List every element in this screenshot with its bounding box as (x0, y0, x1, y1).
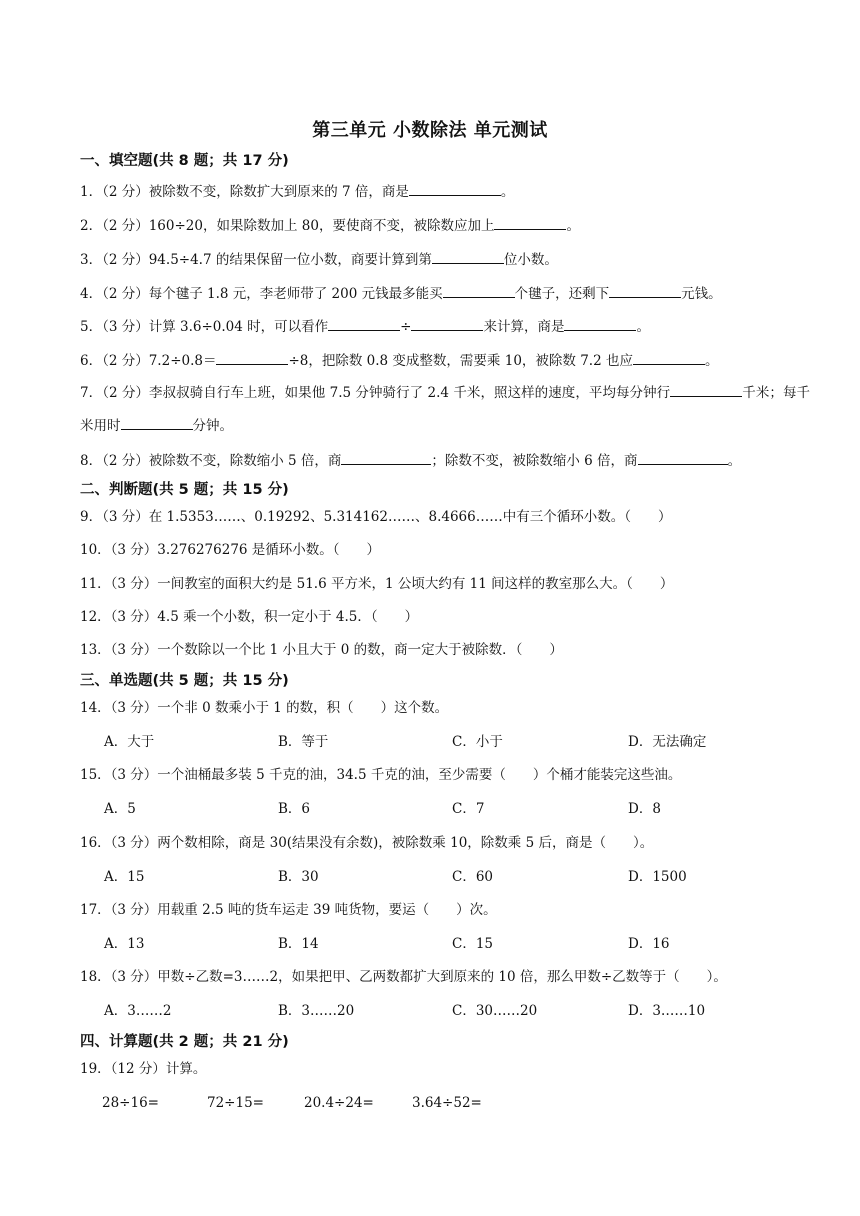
option-a[interactable]: A．3……2 (104, 1003, 172, 1019)
question-9: 9．（3 分）在 1.5353……、0.19292、5.314162……、8.4666……中有三个循环小数。（ ） (80, 509, 672, 525)
answer-blank[interactable] (564, 316, 636, 331)
option-b[interactable]: B．3……20 (278, 1003, 355, 1019)
question-1: 1．（2 分）被除数不变，除数扩大到原来的 7 倍，商是 。 (80, 181, 514, 202)
answer-blank[interactable] (411, 316, 483, 331)
answer-blank[interactable] (409, 181, 501, 196)
option-c[interactable]: C．30……20 (452, 1003, 538, 1019)
option-b[interactable]: B．30 (278, 869, 319, 885)
option-b[interactable]: B．6 (278, 801, 311, 817)
option-b[interactable]: B．等于 (278, 734, 329, 750)
option-d[interactable]: D．1500 (628, 869, 687, 885)
question-6: 6．（2 分）7.2÷0.8＝ ÷8，把除数 0.8 变成整数，需要乘 10，被除数 7.2 也应 。 (80, 350, 718, 371)
section-heading-calculation: 四、计算题(共 2 题；共 21 分) (80, 1034, 289, 1050)
answer-blank[interactable] (443, 283, 515, 298)
option-a[interactable]: A．15 (104, 869, 145, 885)
calc-item: 3.64÷52= (412, 1095, 482, 1111)
answer-blank[interactable] (638, 450, 728, 465)
section-heading-fill-in: 一、填空题(共 8 题；共 17 分) (80, 153, 289, 169)
option-b[interactable]: B．14 (278, 936, 319, 952)
question-17: 17．（3 分）用载重 2.5 吨的货车运走 39 吨货物，要运（ ）次。 (80, 902, 497, 918)
question-8: 8．（2 分）被除数不变，除数缩小 5 倍，商 ；除数不变，被除数缩小 6 倍，商 。 (80, 450, 741, 471)
answer-blank[interactable] (328, 316, 400, 331)
option-c[interactable]: C．60 (452, 869, 494, 885)
section-heading-true-false: 二、判断题(共 5 题；共 15 分) (80, 482, 289, 498)
option-c[interactable]: C．小于 (452, 734, 503, 750)
answer-blank[interactable] (494, 215, 566, 230)
option-c[interactable]: C．7 (452, 801, 485, 817)
question-7: 7．（2 分）李叔叔骑自行车上班，如果他 7.5 分钟骑行了 2.4 千米，照这样的速度，平均每分钟行 千米；每千米用时 分钟。 (80, 377, 810, 443)
page-title: 第三单元 小数除法 单元测试 (312, 120, 548, 141)
option-a[interactable]: A．13 (104, 936, 145, 952)
answer-blank[interactable] (633, 350, 705, 365)
question-2: 2．（2 分）160÷20，如果除数加上 80，要使商不变，被除数应加上 。 (80, 215, 580, 236)
question-4: 4．（2 分）每个毽子 1.8 元，李老师带了 200 元钱最多能买 个毽子，还剩下 元钱。 (80, 283, 722, 304)
answer-blank[interactable] (432, 249, 504, 264)
question-12: 12．（3 分）4.5 乘一个小数，积一定小于 4.5．（ ） (80, 609, 419, 625)
question-16: 16．（3 分）两个数相除，商是 30(结果没有余数)，被除数乘 10，除数乘 5 后，商是（ ）。 (80, 835, 654, 851)
answer-blank[interactable] (609, 283, 681, 298)
option-d[interactable]: D．8 (628, 801, 661, 817)
option-d[interactable]: D．3……10 (628, 1003, 706, 1019)
answer-blank[interactable] (341, 450, 431, 465)
answer-blank[interactable] (216, 350, 288, 365)
question-3: 3．（2 分）94.5÷4.7 的结果保留一位小数，商要计算到第 位小数。 (80, 249, 558, 270)
question-15: 15．（3 分）一个油桶最多装 5 千克的油，34.5 千克的油，至少需要（ ）个桶才能装完这些油。 (80, 767, 682, 783)
question-19: 19．（12 分）计算。 (80, 1061, 207, 1077)
option-d[interactable]: D．16 (628, 936, 670, 952)
calc-item: 28÷16= (102, 1095, 159, 1111)
calc-item: 72÷15= (207, 1095, 264, 1111)
question-14: 14．（3 分）一个非 0 数乘小于 1 的数，积（ ）这个数。 (80, 700, 449, 716)
question-5: 5．（3 分）计算 3.6÷0.04 时，可以看作 ÷ 来计算，商是 。 (80, 316, 650, 337)
option-a[interactable]: A．5 (104, 801, 136, 817)
question-11: 11．（3 分）一间教室的面积大约是 51.6 平方米，1 公顷大约有 11 间这样的教室那么大。（ ） (80, 576, 674, 592)
question-13: 13．（3 分）一个数除以一个比 1 小且大于 0 的数，商一定大于被除数．（ ） (80, 642, 563, 658)
question-10: 10．（3 分）3.276276276 是循环小数。（ ） (80, 542, 381, 558)
question-18: 18．（3 分）甲数÷乙数=3……2，如果把甲、乙两数都扩大到原来的 10 倍，那么甲数÷乙数等于（ ）。 (80, 969, 727, 985)
answer-blank[interactable] (670, 382, 742, 397)
calc-item: 20.4÷24= (304, 1095, 374, 1111)
answer-blank[interactable] (121, 415, 193, 430)
option-c[interactable]: C．15 (452, 936, 494, 952)
option-a[interactable]: A．大于 (104, 734, 155, 750)
option-d[interactable]: D．无法确定 (628, 734, 707, 750)
section-heading-multiple-choice: 三、单选题(共 5 题；共 15 分) (80, 673, 289, 689)
